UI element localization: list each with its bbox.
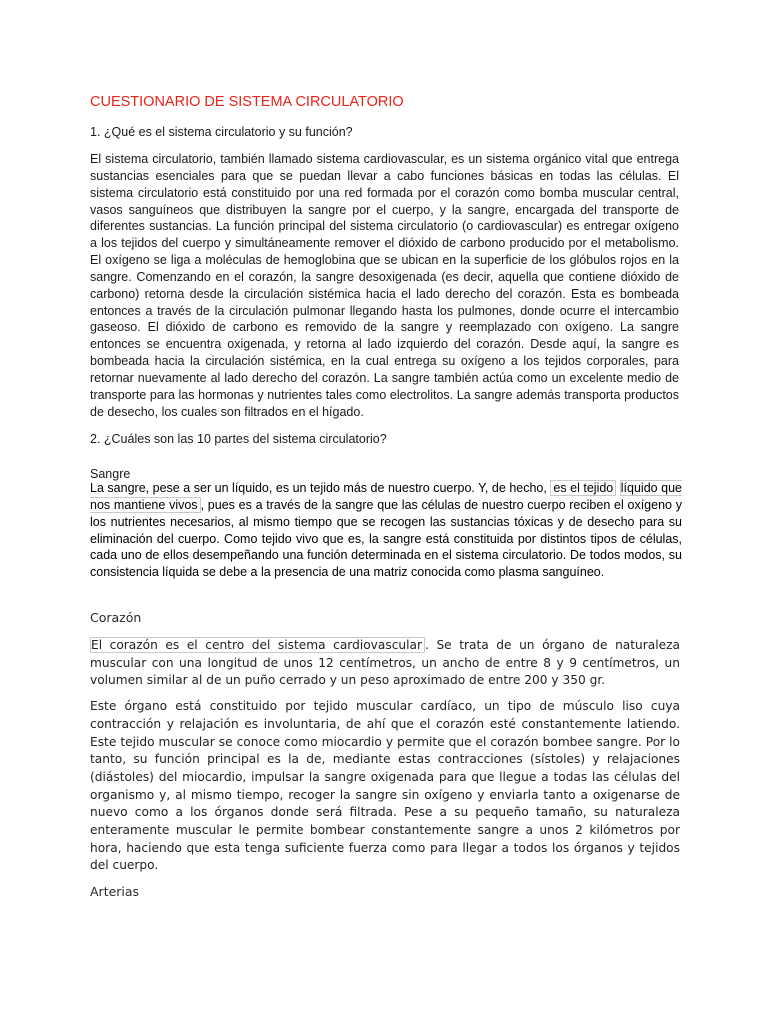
document-title: CUESTIONARIO DE SISTEMA CIRCULATORIO — [90, 94, 404, 110]
corazon-paragraph-1 — [90, 637, 680, 690]
answer-1-paragraph: El sistema circulatorio, también llamado sistema cardiovascular, es un sistema orgánico vital que entrega sustancias esenciales para que se puedan llevar a cabo funciones básicas en todas las células. El sistema circulatorio está constituido por una red formada por el corazón como bomba muscular central, vasos sanguíneos que distribuyen la sangre por el cuerpo, y la sangre, encargada del transporte de diferentes sustancias. La función principal del sistema circulatorio (o cardiovascular) es entregar oxígeno a los tejidos del cuerpo y simultáneamente remover el dióxido de carbono producido por el metabolismo. El oxígeno se liga a moléculas de hemoglobina que se ubican en la superficie de los glóbulos rojos en la sangre. Comenzando en el corazón, la sangre desoxigenada (es decir, aquella que contiene dióxido de carbono) retorna desde la circulación sistémica hacia el lado derecho del corazón. Esta es bombeada entonces a través de la circulación pulmonar llegando hasta los pulmones, donde ocurre el intercambio gaseoso. El dióxido de carbono es removido de la sangre y reemplazado con oxígeno. La sangre entonces se encuentra oxigenada, y retorna al lado izquierdo del corazón. Desde aquí, la sangre es bombeada hacia la circulación sistémica, en la cual entrega su oxígeno a los tejidos corporales, para retornar nuevamente al lado derecho del corazón. La sangre también actúa como un excelente medio de transporte para las hormonas y nutrientes tales como electrolitos. La sangre además transporta productos de desecho, los cuales son filtrados en el hígado. — [90, 152, 679, 419]
corazon-paragraph-2: Este órgano está constituido por tejido muscular cardíaco, un tipo de músculo liso cuya contracción y relajación es involuntaria, de ahí que el corazón esté constantemente latiendo. Este tejido muscular se conoce como miocardio y permite que el corazón bombee sangre. Por lo tanto, su función principal es la de, mediante estas contracciones (sístoles) y relajaciones (diástoles) del miocardio, impulsar la sangre oxigenada para que llegue a todas las células del organismo y, al mismo tiempo, recoger la sangre sin oxígeno y enviarla tanto a oxigenarse de nuevo como a los órganos donde será filtrada. Pese a su pequeño tamaño, su naturaleza enteramente muscular le permite bombear constantemente sangre a unos 2 kilómetros por hora, haciendo que esta tenga suficiente fuerza como para llegar a todos los órganos y tejidos del cuerpo. — [90, 699, 680, 873]
document-body — [90, 92, 679, 483]
sangre-highlight-tejido: es el tejido — [550, 480, 616, 496]
section-heading-corazon: Corazón — [90, 610, 142, 625]
sangre-text-end: , pues es a través de la sangre que las células de nuestro cuerpo reciben el oxígeno y los nutrientes necesarios, al mismo tiempo que se recogen las sustancias tóxicas y de desecho para su eliminación del cuerpo. Como tejido vivo que es, la sangre está constituida por distintos tipos de células, cada uno de ellos desempeñando una función determinada en el sistema circulatorio. De todos modos, su consistencia líquida se debe a la presencia de una matriz conocida como plasma sanguíneo. — [90, 497, 682, 580]
corazon-section — [90, 609, 680, 900]
section-heading-sangre: Sangre — [90, 466, 131, 481]
question-1: 1. ¿Qué es el sistema circulatorio y su función? — [90, 125, 353, 139]
sangre-paragraph-block — [90, 480, 682, 590]
sangre-text-start: La sangre, pese a ser un líquido, es un tejido más de nuestro cuerpo. Y, de hecho, — [90, 481, 551, 495]
section-heading-arterias: Arterias — [90, 884, 140, 900]
question-2: 2. ¿Cuáles son las 10 partes del sistema circulatorio? — [90, 431, 387, 446]
corazon-highlight-centro: El corazón es el centro del sistema cardiovascular — [90, 637, 425, 653]
sangre-highlight-vivos: líquido que nos mantiene vivos — [90, 481, 682, 512]
sangre-paragraph — [90, 480, 682, 581]
corazon-text-rest: . Se trata de un órgano de naturaleza muscular con una longitud de unos 12 centímetros, un ancho de entre 8 y 9 centímetros, un volumen similar al de un puño cerrado y un peso aproximado de entre 200 y 350 gr. — [90, 638, 680, 688]
